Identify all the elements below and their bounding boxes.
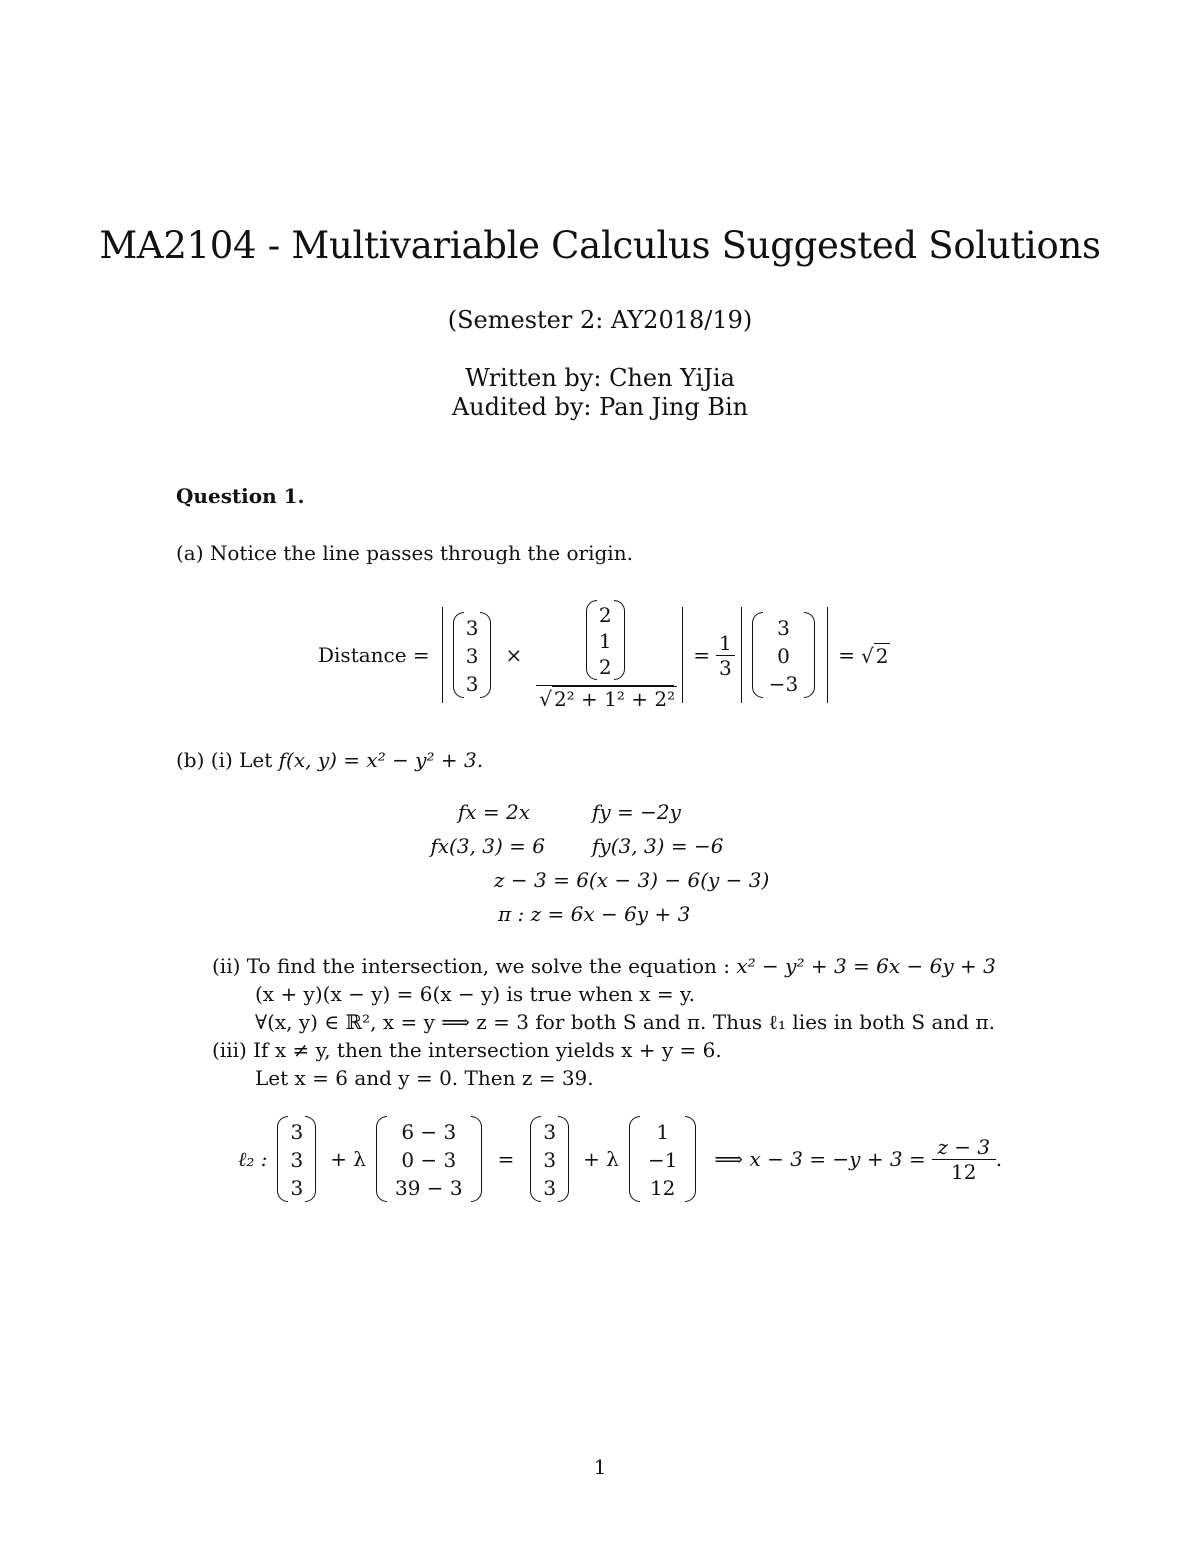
question-heading: Question 1.	[176, 484, 305, 508]
l2-direction-vector: 1 −1 12	[629, 1116, 696, 1202]
norm-bar-left	[442, 607, 443, 703]
result-equals: =	[838, 643, 855, 667]
norm-bar-right	[682, 607, 683, 703]
equals-sign: =	[693, 643, 710, 667]
audited-by-line: Audited by: Pan Jing Bin	[451, 393, 749, 421]
l2-point-vector: 3 3 3	[277, 1116, 316, 1202]
symmetric-equation: ⟹ x − 3 = −y + 3 =	[714, 1147, 926, 1171]
written-by-line: Written by: Chen YiJia	[465, 364, 735, 392]
semester-line: (Semester 2: AY2018/19)	[447, 306, 753, 334]
equals-sign: =	[497, 1147, 515, 1171]
sqrt-expression: √ 2² + 1² + 2²	[539, 686, 676, 711]
page-number: 1	[593, 1455, 607, 1479]
cross-symbol: ×	[505, 643, 523, 667]
direction-vector-entry: 1	[598, 628, 612, 653]
cross-vector-entry: −3	[768, 672, 799, 696]
partial-fy-value: fy(3, 3) = −6	[592, 834, 724, 858]
distance-label: Distance =	[318, 643, 430, 667]
document-title: MA2104 - Multivariable Calculus Suggested Solutions	[99, 224, 1101, 267]
partial-fx: fx = 2x	[457, 800, 530, 824]
direction-vector-entry: 2	[598, 602, 612, 627]
part-ii-line-3: ∀(x, y) ∈ ℝ², x = y ⟹ z = 3 for both S and π. Thus ℓ₁ lies in both S and π.	[255, 1010, 995, 1034]
plane-pi-equation: π : z = 6x − 6y + 3	[498, 902, 691, 926]
plus-lambda: + λ	[330, 1147, 366, 1171]
part-a-intro: (a) Notice the line passes through the origin.	[176, 541, 633, 565]
point-vector-entry: 3	[465, 644, 479, 668]
function-definition: f(x, y) = x² − y² + 3.	[278, 748, 484, 772]
part-iii-line-1: (iii) If x ≠ y, then the intersection yields x + y = 6.	[212, 1038, 722, 1062]
point-vector	[453, 612, 492, 698]
partial-fx-value: fx(3, 3) = 6	[430, 834, 545, 858]
partial-fy: fy = −2y	[592, 800, 681, 824]
cross-product-vector	[752, 612, 815, 698]
cross-vector-entry: 3	[777, 616, 790, 640]
part-ii-line-2: (x + y)(x − y) = 6(x − y) is true when x = y.	[255, 982, 696, 1006]
line-l2-equation: ℓ₂ : 3 3 3 + λ 6 − 3 0 − 3 39 − 3 = 3 3 3 + λ 1 −1 12 ⟹ x − 3 = −y + 3 = $\frac{z - 3}{12}$ .	[238, 1112, 1002, 1206]
norm-bar-right-2	[827, 607, 828, 703]
distance-equation	[318, 590, 890, 720]
l2-difference-vector: 6 − 3 0 − 3 39 − 3	[376, 1116, 482, 1202]
l2-point-vector-2: 3 3 3	[530, 1116, 569, 1202]
plus-lambda-2: + λ	[583, 1147, 619, 1171]
norm-bar-left-2	[741, 607, 742, 703]
direction-vector	[586, 600, 625, 680]
part-ii-line-1: (ii) To find the intersection, we solve the equation : x² − y² + 3 = 6x − 6y + 3	[212, 954, 996, 978]
l2-label: ℓ₂ :	[238, 1146, 268, 1171]
result-sqrt: √ 2	[860, 643, 889, 668]
part-b-intro: (b) (i) Let f(x, y) = x² − y² + 3.	[176, 748, 484, 772]
one-third-fraction: $\frac{1}{3}$	[716, 631, 735, 680]
part-iii-line-2: Let x = 6 and y = 0. Then z = 39.	[255, 1066, 594, 1090]
point-vector-entry: 3	[465, 672, 479, 696]
cross-vector-entry: 0	[777, 644, 790, 668]
symmetric-fraction: $\frac{z - 3}{12}$	[932, 1135, 996, 1184]
point-vector-entry: 3	[465, 616, 479, 640]
direction-vector-entry: 2	[598, 654, 612, 679]
tangent-plane-equation: z − 3 = 6(x − 3) − 6(y − 3)	[494, 868, 770, 892]
unit-direction-fraction	[536, 600, 674, 711]
